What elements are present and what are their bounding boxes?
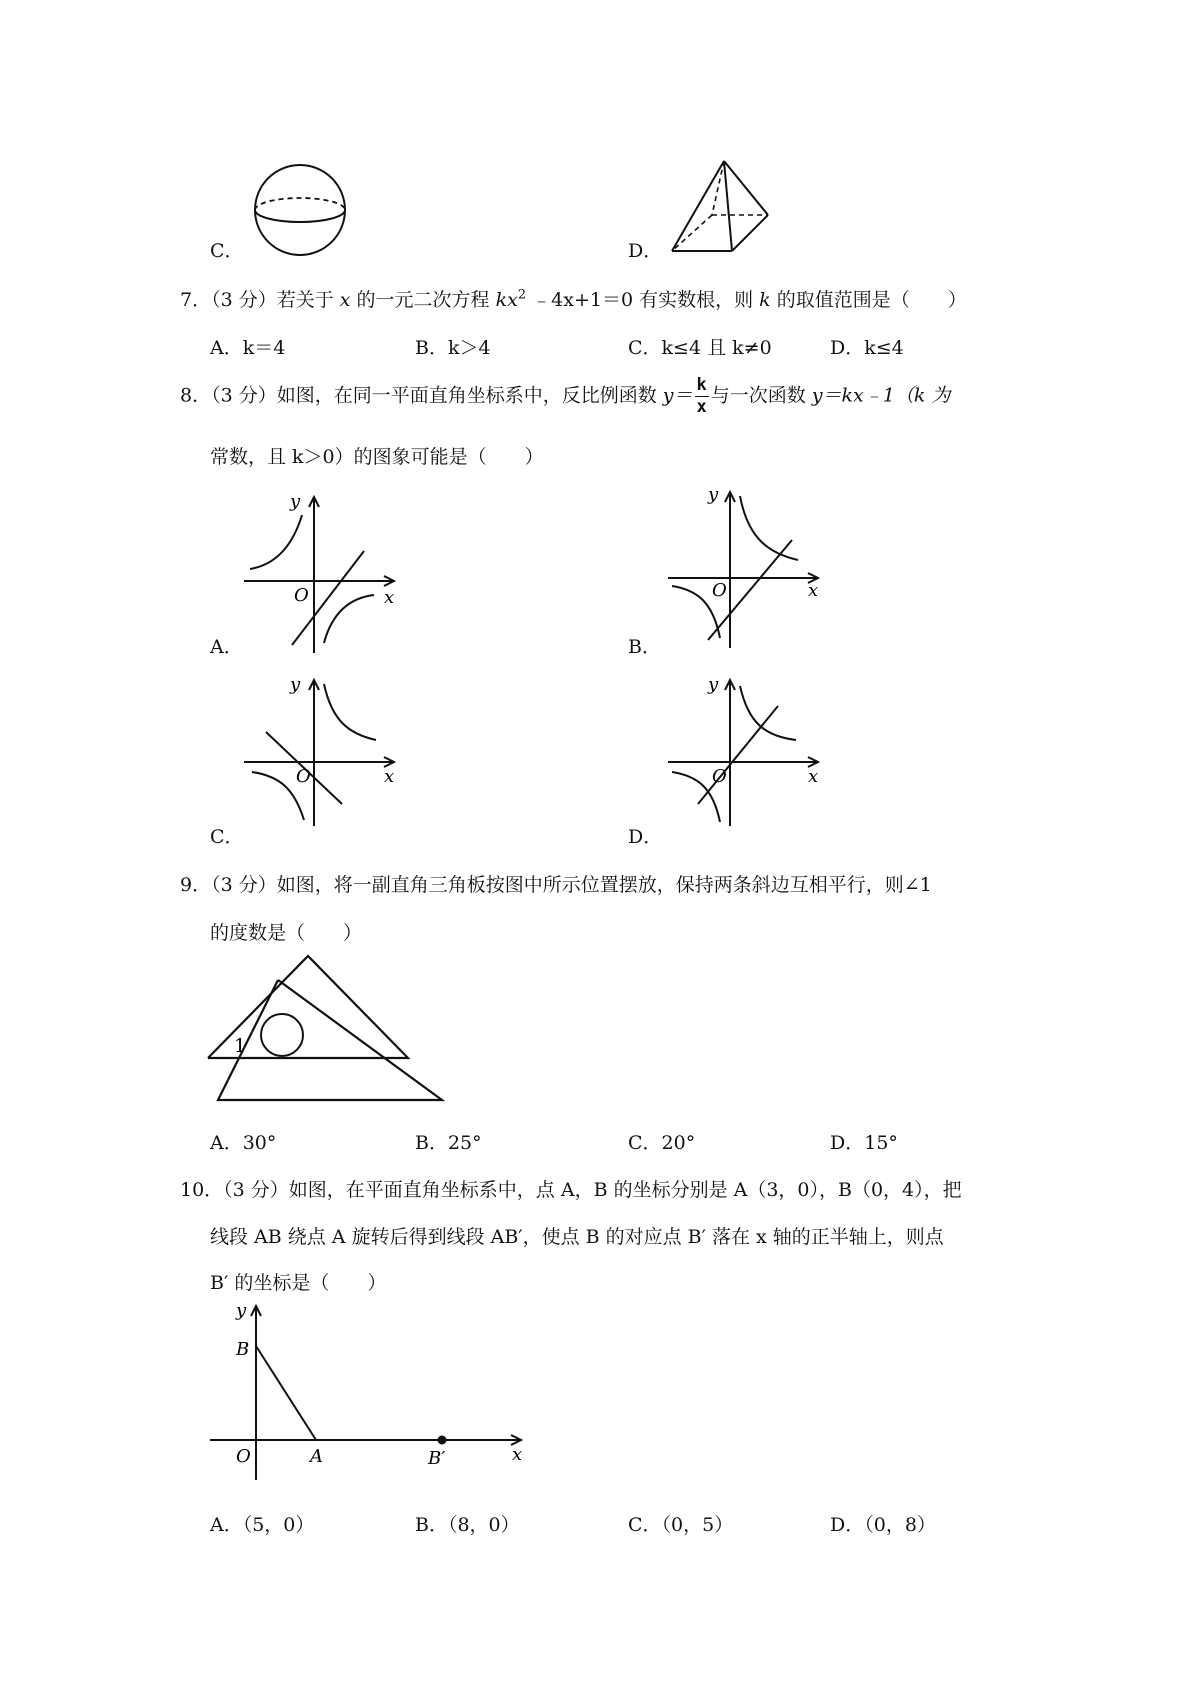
- question-7-stem: [180, 285, 967, 312]
- q9-option-c: C．20°: [628, 1132, 696, 1154]
- q7-suffix: 的取值范围是（ ）: [776, 289, 967, 311]
- q7-var-x: x: [339, 289, 351, 311]
- q8-fraction: [695, 377, 709, 416]
- q7-option-a: A．k＝4: [210, 337, 286, 359]
- option-d-label: D．: [628, 240, 663, 262]
- q9-option-a: A．30°: [210, 1132, 277, 1154]
- q8-graph-b: [668, 484, 838, 648]
- q8-graph-d: [668, 676, 838, 826]
- question-10-line3: B′ 的坐标是（ ）: [210, 1272, 387, 1294]
- q10-a-label: A: [310, 1446, 323, 1467]
- q8d-x-label: x: [808, 766, 819, 787]
- q10-option-a: A．（5，0）: [210, 1514, 315, 1536]
- q8b-x-label: x: [808, 580, 819, 601]
- q7-option-b: B．k＞4: [415, 337, 491, 359]
- q8-y-eq: y＝: [662, 384, 693, 407]
- q8d-origin-label: O: [712, 766, 727, 787]
- q7-eq-k: kx: [495, 289, 518, 311]
- q10-option-b: B．（8，0）: [415, 1514, 520, 1536]
- sphere-figure: [240, 160, 360, 270]
- option-c-label: C．: [210, 240, 244, 262]
- question-9-line1: 9．（3 分）如图，将一副直角三角板按图中所示位置摆放，保持两条斜边互相平行，则∠1: [180, 874, 932, 896]
- q7-var-k: k: [759, 289, 771, 311]
- q10-y-label: y: [236, 1300, 247, 1321]
- question-8-line2: 常数，且 k＞0）的图象可能是（ ）: [210, 446, 544, 468]
- q8-option-c: C．: [210, 826, 244, 848]
- q8-mid: 与一次函数: [710, 384, 806, 407]
- q10-coordinate-figure: [208, 1300, 528, 1480]
- q9-option-d: D．15°: [830, 1132, 898, 1154]
- q8c-y-label: y: [290, 674, 301, 695]
- q8d-y-label: y: [708, 674, 719, 695]
- q7-prefix: 7．（3 分）若关于: [180, 289, 334, 311]
- q10-option-c: C．（0，5）: [628, 1514, 734, 1536]
- q7-exp: 2: [517, 287, 527, 303]
- q7-mid: 的一元二次方程: [356, 289, 490, 311]
- q8a-origin-label: O: [294, 585, 309, 606]
- question-9-line2: 的度数是（ ）: [210, 922, 363, 944]
- q9-option-b: B．25°: [415, 1132, 482, 1154]
- q8b-y-label: y: [708, 484, 719, 505]
- question-10-line2: 线段 AB 绕点 A 旋转后得到线段 AB′，使点 B 的对应点 B′ 落在 x 轴的正半轴上，则点: [210, 1226, 944, 1248]
- q8a-x-label: x: [384, 587, 395, 608]
- q8-option-d: D．: [628, 826, 663, 848]
- q7-option-d: D．k≤4: [830, 337, 904, 359]
- q8b-origin-label: O: [712, 580, 727, 601]
- q10-bprime-label: B′: [428, 1448, 446, 1469]
- q8-option-b: B．: [628, 636, 661, 658]
- q10-option-d: D．（0，8）: [830, 1514, 936, 1536]
- q8-graph-c: [244, 676, 414, 826]
- q8-linear: y＝kx﹣1（k 为: [811, 384, 951, 407]
- q8-prefix: 8．（3 分）如图，在同一平面直角坐标系中，反比例函数: [180, 384, 657, 407]
- q10-b-label: B: [236, 1339, 250, 1360]
- question-10-line1: 10．（3 分）如图，在平面直角坐标系中，点 A，B 的坐标分别是 A（3，0），B（0，4），把: [180, 1179, 962, 1201]
- q8-option-a: A．: [210, 636, 243, 658]
- q8c-x-label: x: [384, 766, 395, 787]
- q10-x-label: x: [512, 1444, 523, 1465]
- q7-option-c: C．k≤4 且 k≠0: [628, 337, 772, 359]
- angle-1-label: 1: [234, 1035, 247, 1057]
- q8a-y-label: y: [290, 491, 301, 512]
- q7-eq-rest: ﹣4x+1＝0 有实数根，则: [532, 289, 754, 311]
- triangle-rulers-figure: [208, 950, 468, 1100]
- question-8-stem: [180, 377, 950, 416]
- q8-frac-den: x: [696, 397, 707, 417]
- pyramid-figure: [660, 155, 780, 265]
- q8c-origin-label: O: [296, 766, 311, 787]
- q10-o-label: O: [236, 1446, 251, 1467]
- q8-graph-a: [244, 493, 414, 653]
- q8-frac-num: k: [696, 375, 707, 395]
